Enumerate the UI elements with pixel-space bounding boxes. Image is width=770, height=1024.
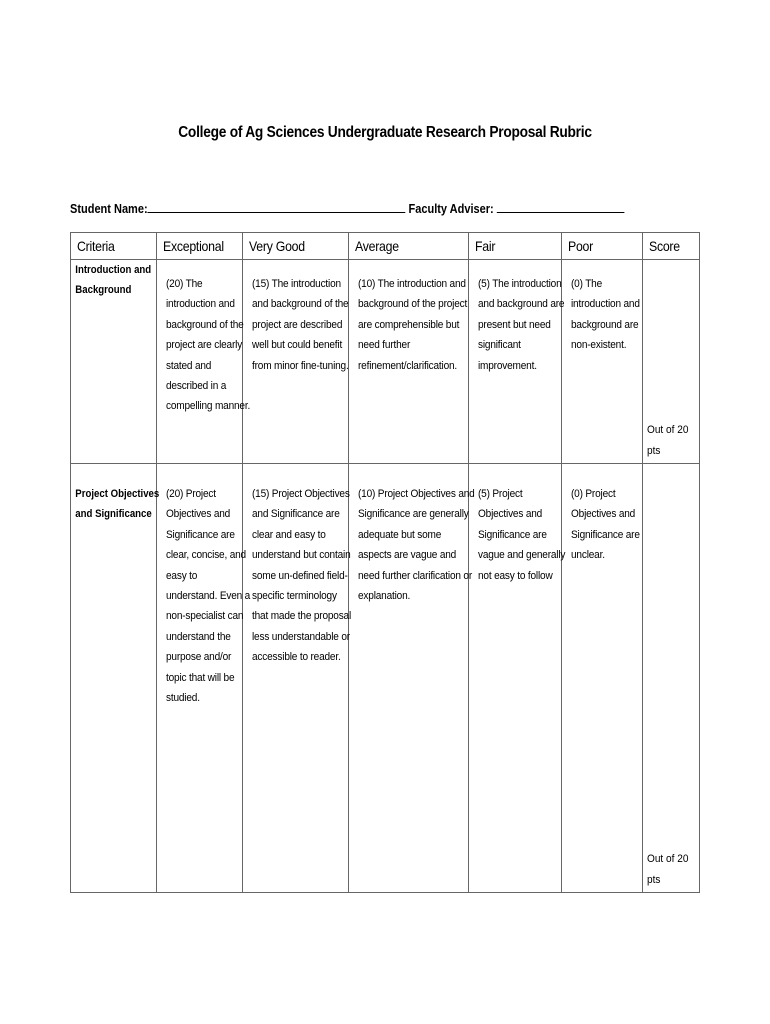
header-fair: Fair <box>468 233 561 260</box>
average-cell: (10) Project Objectives and Significance are generally adequate but some aspects are vague and need further clarification or explanation. <box>348 464 468 893</box>
exceptional-cell: (20) The introduction and background of the project are clearly stated and described in a compelling manner. <box>157 260 243 464</box>
header-exceptional: Exceptional <box>157 233 243 260</box>
very-good-cell: (15) Project Objectives and Significance are clear and easy to understand but contain some un-defined field-specific terminology that made the proposal less understandable or accessible to reader. <box>243 464 349 893</box>
document-title: College of Ag Sciences Undergraduate Research Proposal Rubric <box>178 124 592 141</box>
very-good-cell: (15) The introduction and background of the project are described well but could benefit from minor fine-tuning. <box>243 260 349 464</box>
fair-cell: (5) Project Objectives and Significance are vague and generally not easy to follow <box>468 464 561 893</box>
score-cell[interactable] <box>643 260 700 464</box>
header-score: Score <box>643 233 700 260</box>
student-name-line[interactable] <box>148 200 406 213</box>
criteria-label: Introduction and Background <box>75 264 152 297</box>
criteria-label: Project Objectives and Significance <box>75 488 160 521</box>
fair-cell: (5) The introduction and background are present but need significant improvement. <box>468 260 561 464</box>
faculty-adviser-line[interactable] <box>497 200 625 213</box>
name-fields <box>70 200 624 216</box>
table-row <box>71 464 700 893</box>
header-very-good: Very Good <box>243 233 349 260</box>
header-row <box>71 233 700 260</box>
table-row <box>71 260 700 464</box>
score-label: Out of 20 pts <box>647 853 689 886</box>
criteria-cell <box>71 260 157 464</box>
criteria-cell <box>71 464 160 893</box>
exceptional-cell: (20) Project Objectives and Significance are clear, concise, and easy to understand. Even a non-specialist can understand the purpose and/or topic that will be studied. <box>157 464 243 893</box>
poor-cell: (0) Project Objectives and Significance are unclear. <box>561 464 642 893</box>
poor-cell: (0) The introduction and background are non-existent. <box>561 260 642 464</box>
score-cell[interactable] <box>643 464 700 893</box>
rubric-table <box>70 232 700 893</box>
header-average: Average <box>348 233 468 260</box>
header-poor: Poor <box>561 233 642 260</box>
student-name-label: Student Name: <box>70 202 148 216</box>
score-label: Out of 20 pts <box>647 424 689 457</box>
faculty-adviser-label: Faculty Adviser: <box>408 202 494 216</box>
header-criteria: Criteria <box>71 233 157 260</box>
average-cell: (10) The introduction and background of the project are comprehensible but need further refinement/clarification. <box>348 260 468 464</box>
